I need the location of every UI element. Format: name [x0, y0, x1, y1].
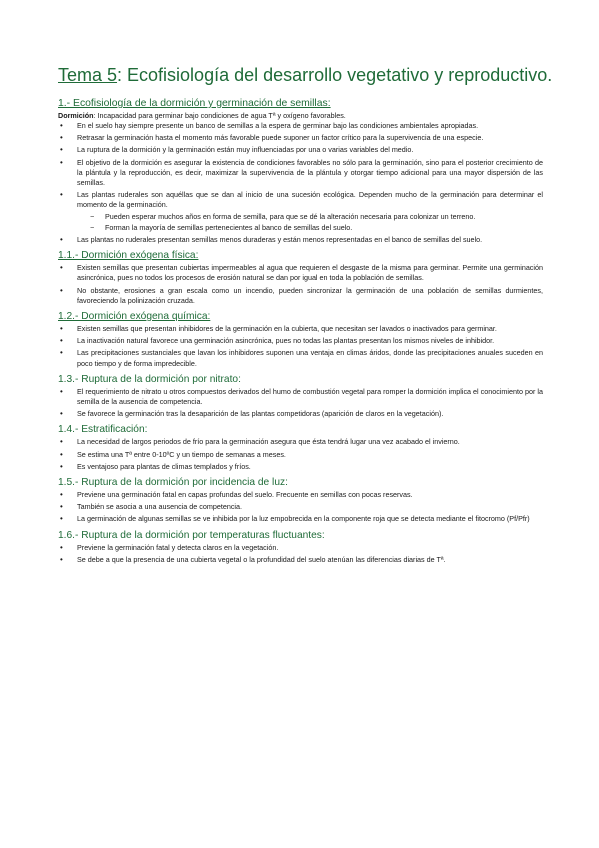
list-item-text: Las plantas ruderales son aquéllas que se dan al inicio de una sucesión ecológica. Dependen mucho de la germinación para determinar el momento de la germinación. [77, 190, 543, 210]
subsection-heading-text: 1.6.- Ruptura de la dormición por temperaturas fluctuantes: [58, 529, 325, 541]
bullet-list [58, 490, 543, 525]
subsection-heading-text: 1.5.- Ruptura de la dormición por incidencia de luz: [58, 477, 288, 489]
list-item: • Existen semillas que presentan inhibidores de la germinación en la cubierta, que necesitan ser lavados o inactivados para germinar. [58, 324, 543, 334]
list-item: • Las plantas no ruderales presentan semillas menos duraderas y están menos representadas en el banco de semillas del suelo. [58, 235, 543, 245]
list-item: • Las precipitaciones sustanciales que lavan los inhibidores suponen una ventaja en climas áridos, donde las precipitaciones anuales suceden en poco tiempo y de forma impredecible. [58, 348, 543, 368]
list-item: • La germinación de algunas semillas se ve inhibida por la luz empobrecida en la componente roja que se detecta mediante el fitocromo (Pf/Pfr) [58, 514, 543, 524]
list-item: • La ruptura de la dormición y la germinación están muy influenciadas por una o varias variables del medio. [58, 145, 543, 155]
definition-text: : Incapacidad para germinar bajo condiciones de agua Tª y oxígeno favorables. [93, 111, 346, 120]
bullet-list [58, 121, 543, 245]
subsection-heading [58, 529, 543, 542]
sub-list [77, 212, 543, 233]
subsection-heading [58, 310, 543, 323]
subsection-heading [58, 423, 543, 436]
list-item: • La inactivación natural favorece una germinación asincrónica, pues no todas las plantas presentan los mismos niveles de inhibidor. [58, 336, 543, 346]
page-title [58, 64, 553, 86]
list-item: • Previene una germinación fatal en capas profundas del suelo. Frecuente en semillas con pocas reservas. [58, 490, 543, 500]
list-item: • Existen semillas que presentan cubiertas impermeables al agua que requieren el desgaste de la misma para germinar. Permite una germinación asincrónica, pues no todos los procesos de erosión natural se dan por igual en toda la población de semillas. [58, 263, 543, 283]
definition-paragraph [58, 111, 543, 121]
bullet-list [58, 324, 543, 369]
subsection-heading-text: 1.4.- Estratificación: [58, 424, 148, 436]
list-item: • También se asocia a una ausencia de competencia. [58, 502, 543, 512]
section-heading: 1.- Ecofisiología de la dormición y germinación de semillas: [58, 98, 331, 109]
definition-term: Dormición [58, 111, 94, 120]
list-item: • En el suelo hay siempre presente un banco de semillas a la espera de germinar bajo las condiciones ambientales apropiadas. [58, 121, 543, 131]
list-item: • La necesidad de largos periodos de frío para la germinación asegura que ésta tendrá lugar una vez acabado el invierno. [58, 437, 543, 447]
list-item: • El objetivo de la dormición es asegurar la existencia de condiciones favorables no sólo para la germinación, sino para el posterior crecimiento de la plántula y la reproducción, es decir, maximizar la supervivencia de la plántula y otorgar tiempo adicional para una mayor dispersión de las semillas. [58, 158, 543, 189]
list-item: • Retrasar la germinación hasta el momento más favorable puede suponer un factor crítico para la supervivencia de una especie. [58, 133, 543, 143]
list-item: • Es ventajoso para plantas de climas templados y fríos. [58, 462, 543, 472]
list-item: • El requerimiento de nitrato u otros compuestos derivados del humo de combustión vegetal para romper la dormición implica el conocimiento por la semilla de la ausencia de competencia. [58, 387, 543, 407]
subsection-heading [58, 249, 543, 262]
sub-list-item: − Pueden esperar muchos años en forma de semilla, para que se dé la alteración necesaria para colonizar un terreno. [77, 212, 543, 222]
subsection-heading-text: 1.2.- Dormición exógena química: [58, 311, 211, 323]
bullet-list [58, 437, 543, 472]
bullet-list [58, 263, 543, 306]
list-item: • Se favorece la germinación tras la desaparición de las plantas competidoras (aparición de claros en la vegetación). [58, 409, 543, 419]
subsection-heading [58, 476, 543, 489]
list-item: • Se debe a que la presencia de una cubierta vegetal o la profundidad del suelo atenúan las diferencias diarias de Tª. [58, 555, 543, 565]
subsection-heading [58, 373, 543, 386]
bullet-list [58, 543, 543, 565]
title-text: : Ecofisiología del desarrollo vegetativo y reproductivo. [117, 65, 553, 85]
list-item [58, 190, 543, 233]
list-item: • Previene la germinación fatal y detecta claros en la vegetación. [58, 543, 543, 553]
bullet-list [58, 387, 543, 420]
sub-list-item: − Forman la mayoría de semillas pertenecientes al banco de semillas del suelo. [77, 223, 543, 233]
list-item: • Se estima una Tª entre 0-10ºC y un tiempo de semanas a meses. [58, 450, 543, 460]
list-item: • No obstante, erosiones a gran escala como un incendio, pueden sincronizar la germinación de una población de semillas durmientes, favoreciendo la polinización cruzada. [58, 286, 543, 306]
subsection-heading-text: 1.1.- Dormición exógena física: [58, 250, 199, 262]
subsection-heading-text: 1.3.- Ruptura de la dormición por nitrato: [58, 373, 241, 385]
title-prefix: Tema 5 [58, 65, 118, 85]
